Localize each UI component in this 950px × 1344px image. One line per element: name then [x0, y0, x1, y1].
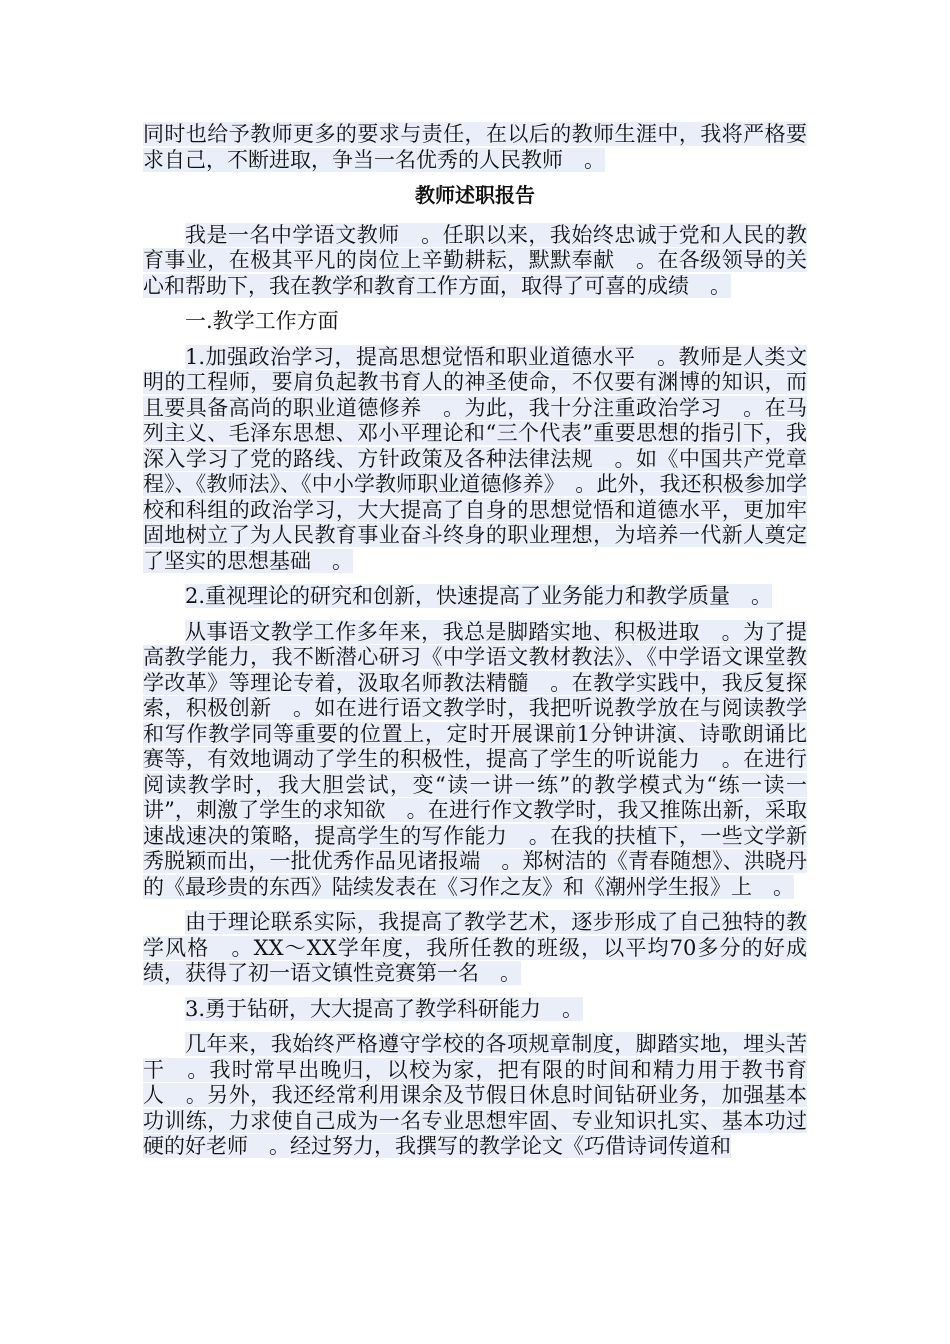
- section-heading-teaching: [143, 309, 807, 335]
- intro-paragraph: [143, 122, 807, 173]
- intro-text: 同时也给予教师更多的要求与责任，在以后的教师生涯中，我将严格要求自己，不断进取，争当一名优秀的人民教师 。: [143, 122, 807, 172]
- document-title: 教师述职报告: [415, 183, 535, 207]
- paragraph-text: 一.教学工作方面: [185, 309, 339, 333]
- paragraph-text: 几年来，我始终严格遵守学校的各项规章制度，脚踏实地，埋头苦干 。我时常早出晚归，以校为家，把有限的时间和精力用于教书育人 。另外，我还经常利用课余及节假日休息时间钻研业务，加强基本功训练，力求使自己成为一名专业思想牢固、专业知识扎实、基本功过硬的好老师 。经过努力，我撰写的教学论文《巧借诗词传道和: [143, 1032, 807, 1158]
- body-paragraph-5: [143, 1032, 807, 1160]
- paragraph-text: 我是一名中学语文教师 。任职以来，我始终忠诚于党和人民的教育事业，在极其平凡的岗位上辛勤耕耘，默默奉献 。在各级领导的关心和帮助下，我在教学和教育工作方面，取得了可喜的成绩 。: [143, 222, 807, 298]
- document-page: [143, 122, 807, 1170]
- paragraph-text: 2.重视理论的研究和创新，快速提高了业务能力和教学质量 。: [185, 584, 773, 608]
- paragraph-text: 1.加强政治学习，提高思想觉悟和职业道德水平 。教师是人类文明的工程师，要肩负起教书育人的神圣使命，不仅要有渊博的知识，而且要具备高尚的职业道德修养 。为此，我十分注重政治学习 。在马列主义、毛泽东思想、邓小平理论和“三个代表”重要思想的指引下，我深入学习了党的路线、方针政策及各种法律法规 。如《中国共产党章程》、《教师法》、《中小学教师职业道德修养》 。此外，我还积极参加学校和科组的政治学习，大大提高了自身的思想觉悟和道德水平，更加牢固地树立了为人民教育事业奋斗终身的职业理想，为培养一代新人奠定了坚实的思想基础 。: [143, 344, 807, 573]
- body-paragraph-3: [143, 620, 807, 901]
- body-paragraph-4: [143, 910, 807, 987]
- paragraph-text: 由于理论联系实际，我提高了教学艺术，逐步形成了自己独特的教学风格 。XX～XX学年度，我所任教的班级，以平均70多分的好成绩，获得了初一语文镇性竞赛第一名 。: [143, 910, 807, 985]
- subheading-2: [143, 584, 807, 610]
- paragraph-text: 3.勇于钻研，大大提高了教学科研能力 。: [185, 996, 584, 1021]
- subheading-3: [143, 997, 807, 1023]
- body-paragraph-2: [143, 345, 807, 575]
- body-paragraph-1: [143, 223, 807, 300]
- paragraph-text: 从事语文教学工作多年来，我总是脚踏实地、积极进取 。为了提高教学能力，我不断潜心研习《中学语文教材教法》、《中学语文课堂教学改革》等理论专着，汲取名师教法精髓 。在教学实践中，我反复探索，积极创新 。如在进行语文教学时，我把听说教学放在与阅读教学和写作教学同等重要的位置上，定时开展课前1分钟讲演、诗歌朗诵比赛等，有效地调动了学生的积极性，提高了学生的听说能力 。在进行阅读教学时，我大胆尝试，变“读一讲一练”的教学模式为“练一读一讲”，刺激了学生的求知欲 。在进行作文教学时，我又推陈出新，采取速战速决的策略，提高学生的写作能力 。在我的扶植下，一些文学新秀脱颖而出，一批优秀作品见诸报端 。郑树洁的《青春随想》、洪晓丹的《最珍贵的东西》陆续发表在《习作之友》和《潮州学生报》上 。: [143, 619, 807, 899]
